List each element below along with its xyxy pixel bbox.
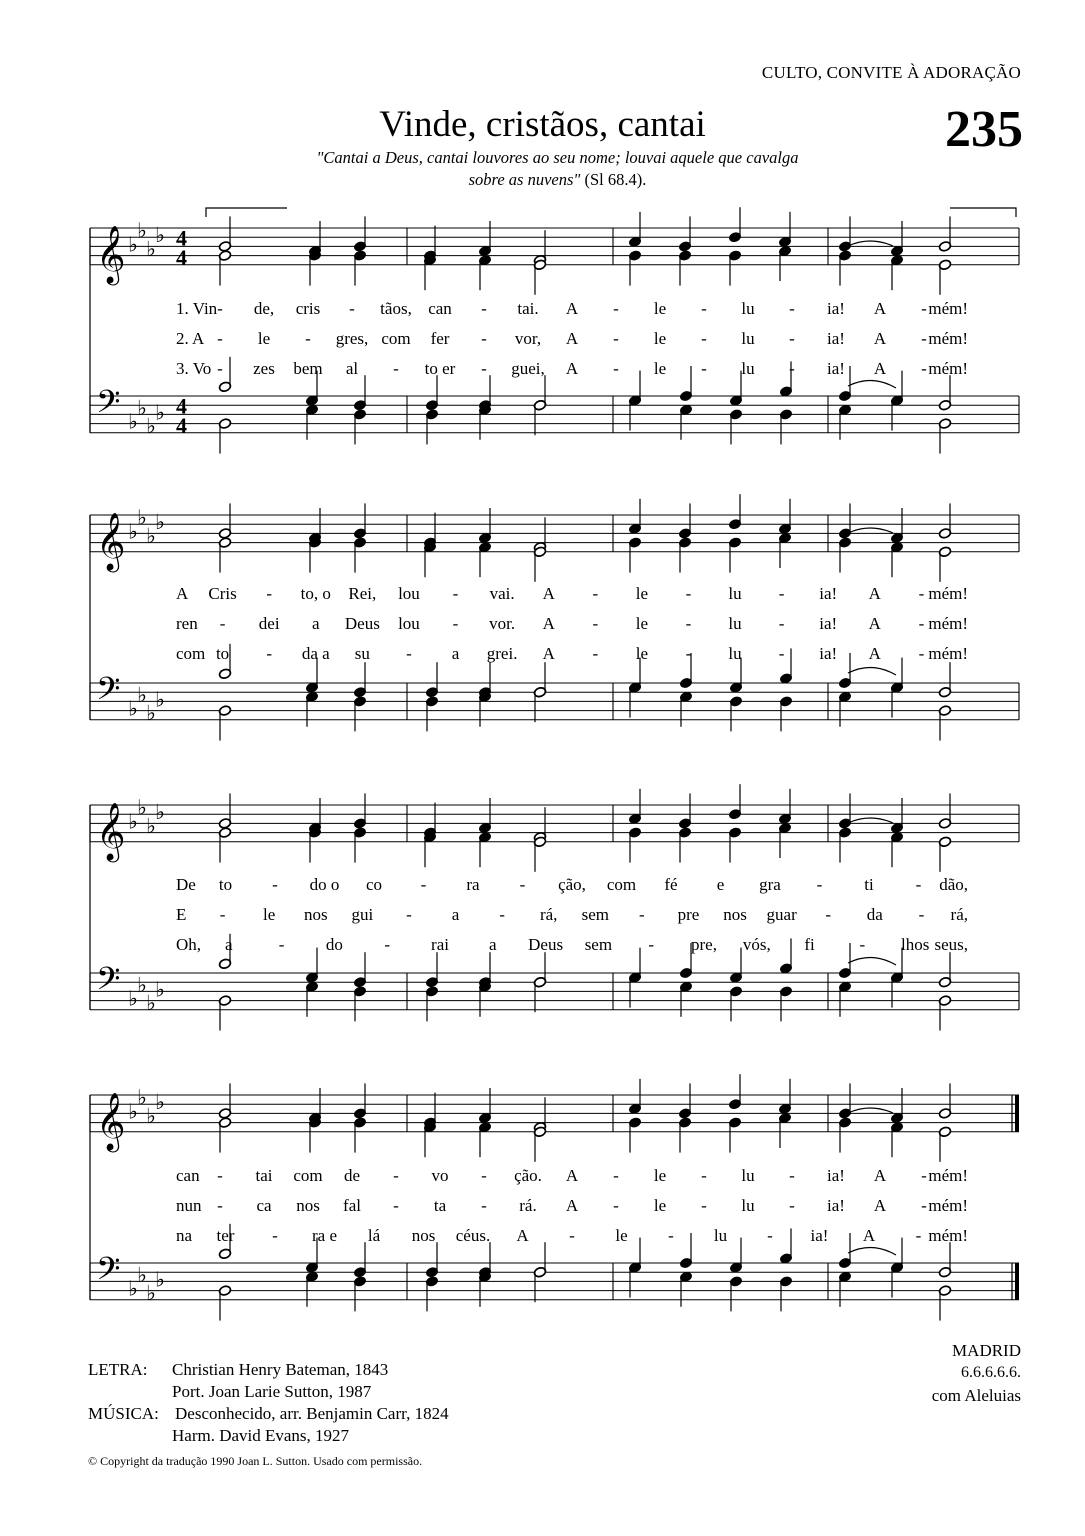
lyric-syllable: lhos	[901, 935, 930, 954]
flat-icon: ♭	[155, 687, 165, 712]
flat-icon: ♭	[155, 510, 165, 535]
lyric-syllable: -	[685, 644, 692, 663]
lyric-syllable: -	[393, 1196, 399, 1215]
flat-icon: ♭	[128, 809, 138, 834]
slur	[848, 667, 896, 675]
lyric-syllable: com	[293, 1166, 323, 1185]
flat-icon: ♭	[128, 232, 138, 257]
bass-clef-icon: 𝄢	[96, 1250, 121, 1295]
lyric-syllable: mém!	[928, 329, 968, 348]
lyric-syllable: cris	[295, 299, 321, 318]
time-signature-top: 4	[176, 393, 187, 419]
lyric-syllable: Cris	[208, 584, 237, 603]
lyric-syllable: na	[176, 1226, 193, 1245]
treble-clef-icon: 𝄞	[96, 511, 126, 570]
lyric-syllable: rá.	[519, 1196, 537, 1215]
lyric-syllable: a	[451, 644, 460, 663]
lyric-syllable: mém!	[928, 584, 968, 603]
lyric-syllable: le	[653, 359, 667, 378]
lyric-syllable: nos	[303, 905, 328, 924]
lyric-syllable: ia!	[827, 299, 845, 318]
flat-icon: ♭	[128, 409, 138, 434]
lyric-syllable: le	[635, 584, 649, 603]
lyric-syllable: A	[873, 299, 887, 318]
lyric-syllable: céus.	[455, 1226, 491, 1245]
lyric-syllable: mém!	[928, 299, 968, 318]
lyric-syllable: guei,	[511, 359, 545, 378]
lyric-syllable: le	[653, 1196, 667, 1215]
lyric-syllable: ia!	[810, 1226, 829, 1245]
lyric-syllable: De	[176, 875, 196, 894]
lyric-syllable: 1. Vin	[176, 299, 218, 318]
lyric-syllable: rai	[431, 935, 449, 954]
lyric-syllable: Rei,	[348, 584, 377, 603]
flat-icon: ♭	[137, 1262, 147, 1287]
lyric-syllable: -	[613, 329, 619, 348]
lyric-syllable: -	[701, 1166, 707, 1185]
hymn-title: Vinde, cristãos, cantai	[379, 104, 706, 145]
lyric-syllable: nos	[723, 905, 747, 924]
lyric-syllable: ção,	[558, 875, 586, 894]
lyric-syllable: -	[918, 584, 925, 603]
lyric-syllable: 2. A	[176, 329, 205, 348]
lyric-syllable: da a	[301, 644, 330, 663]
lyric-syllable: A	[565, 1166, 579, 1185]
time-signature-bottom: 4	[176, 412, 187, 438]
slur	[848, 528, 893, 533]
tune-note: com Aleluias	[931, 1386, 1021, 1405]
lyric-syllable: fer	[430, 329, 450, 348]
lyric-syllable: -	[639, 905, 645, 924]
lyric-syllable: to er	[424, 359, 456, 378]
lyric-syllable: -	[217, 1166, 223, 1185]
credit-letra-line-2: Port. Joan Larie Sutton, 1987	[172, 1382, 372, 1401]
lyric-syllable: -	[481, 359, 487, 378]
lyric-syllable: -	[648, 935, 655, 954]
lyric-syllable: -	[217, 359, 223, 378]
lyric-syllable: le	[653, 299, 667, 318]
lyric-syllable: ti	[864, 875, 874, 894]
lyric-syllable: -	[266, 644, 273, 663]
lyric-syllable: -	[921, 329, 927, 348]
lyric-syllable: -	[452, 584, 459, 603]
lyric-syllable: -	[778, 584, 785, 603]
lyric-syllable: seus,	[934, 935, 968, 954]
lyric-syllable: to	[218, 875, 233, 894]
lyric-syllable: A	[868, 644, 881, 663]
lyric-syllable: mém!	[928, 359, 968, 378]
lyric-syllable: -	[921, 1196, 927, 1215]
lyric-syllable: ia!	[827, 329, 845, 348]
lyric-syllable: le	[615, 1226, 628, 1245]
flat-icon: ♭	[155, 1267, 165, 1292]
lyric-syllable: ia!	[819, 614, 838, 633]
lyric-syllable: -	[789, 299, 795, 318]
lyric-syllable: bem	[293, 359, 323, 378]
lyric-syllable: -	[685, 584, 692, 603]
lyric-syllable: -	[789, 1166, 795, 1185]
treble-clef-icon: 𝄞	[96, 224, 126, 283]
lyric-syllable: mém!	[928, 644, 968, 663]
time-signature-top: 4	[176, 225, 187, 251]
lyric-syllable: A	[873, 359, 887, 378]
lyric-syllable: sem	[581, 905, 609, 924]
lyric-syllable: e	[716, 875, 725, 894]
lyric-syllable: -	[217, 299, 223, 318]
lyric-syllable: ia!	[819, 644, 838, 663]
lyric-syllable: Deus	[528, 935, 564, 954]
flat-icon: ♭	[146, 991, 156, 1016]
lyric-syllable: -	[305, 329, 311, 348]
lyric-syllable: -	[393, 359, 399, 378]
lyric-syllable: a	[451, 905, 460, 924]
lyric-syllable: ia!	[827, 1196, 845, 1215]
lyric-syllable: -	[592, 614, 599, 633]
flat-icon: ♭	[146, 814, 156, 838]
lyric-syllable: fé	[664, 875, 678, 894]
lyric-syllable: -	[592, 584, 599, 603]
lyric-syllable: A	[565, 329, 579, 348]
slur	[848, 1108, 893, 1113]
lyric-syllable: nos	[296, 1196, 320, 1215]
lyric-syllable: A	[565, 1196, 579, 1215]
flat-icon: ♭	[146, 1281, 156, 1306]
lyric-syllable: pre,	[691, 935, 717, 954]
lyric-syllable: -	[272, 875, 278, 894]
flat-icon: ♭	[128, 1099, 138, 1124]
lyric-syllable: tai.	[517, 299, 539, 318]
final-barline-thick	[1015, 1263, 1019, 1300]
lyric-syllable: -	[778, 614, 785, 633]
lyric-syllable: lu	[728, 614, 742, 633]
lyric-syllable: nun	[176, 1196, 202, 1215]
lyric-syllable: A	[873, 329, 887, 348]
lyric-syllable: A	[565, 359, 579, 378]
lyric-syllable: gui	[351, 905, 374, 924]
flat-icon: ♭	[155, 800, 165, 825]
lyric-syllable: -	[406, 644, 412, 663]
lyric-syllable: -	[393, 1166, 399, 1185]
lyric-syllable: A	[565, 299, 579, 318]
flat-icon: ♭	[146, 414, 156, 439]
repeat-bracket-left	[206, 208, 287, 217]
lyric-syllable: ia!	[819, 584, 838, 603]
lyric-syllable: can	[428, 299, 452, 318]
bass-clef-icon: 𝄢	[96, 383, 121, 428]
lyric-syllable: -	[217, 329, 223, 348]
lyric-syllable: -	[825, 905, 832, 924]
flat-icon: ♭	[146, 524, 156, 548]
lyric-syllable: -	[859, 935, 866, 954]
lyric-syllable: do	[325, 935, 343, 954]
lyric-syllable: lu	[741, 359, 755, 378]
lyric-syllable: -	[918, 644, 925, 663]
lyric-syllable: ta	[433, 1196, 447, 1215]
lyric-syllable: -	[278, 935, 285, 954]
lyric-syllable: rá,	[950, 905, 968, 924]
lyric-syllable: A	[176, 584, 189, 603]
lyric-syllable: -	[778, 644, 785, 663]
credit-letra-label: LETRA:	[88, 1360, 148, 1379]
lyric-syllable: sem	[584, 935, 613, 954]
lyric-syllable: -	[789, 329, 795, 348]
lyric-syllable: to	[215, 644, 230, 663]
copyright-notice: © Copyright da tradução 1990 Joan L. Sutton. Usado com permissão.	[88, 1454, 423, 1468]
lyric-syllable: le	[635, 614, 649, 633]
lyric-syllable: fal	[343, 1196, 361, 1215]
flat-icon: ♭	[146, 237, 156, 261]
lyric-syllable: -	[918, 614, 925, 633]
lyric-syllable: A	[542, 584, 555, 603]
lyric-syllable: tãos,	[380, 299, 412, 318]
lyric-syllable: mém!	[928, 1196, 968, 1215]
lyric-syllable: -	[481, 329, 487, 348]
repeat-bracket-right	[950, 208, 1016, 217]
lyric-syllable: mém!	[928, 614, 968, 633]
lyric-syllable: can	[176, 1166, 200, 1185]
lyric-syllable: lu	[741, 1166, 755, 1185]
lyric-syllable: -	[767, 1226, 773, 1245]
lyric-syllable: -	[701, 1196, 707, 1215]
lyric-syllable: -	[701, 329, 707, 348]
lyric-syllable: ter	[216, 1226, 235, 1245]
lyric-syllable: -	[921, 1166, 927, 1185]
lyric-syllable: -	[685, 614, 692, 633]
lyric-syllable: -	[915, 1226, 922, 1245]
lyric-syllable: -	[519, 875, 526, 894]
lyric-syllable: nos	[411, 1226, 436, 1245]
lyric-syllable: 3. Vo	[176, 359, 212, 378]
lyric-syllable: dão,	[939, 875, 968, 894]
flat-icon: ♭	[155, 400, 165, 425]
lyric-syllable: ren	[176, 614, 198, 633]
epigraph-quote-end: sobre as nuvens"	[468, 170, 581, 189]
lyric-syllable: mém!	[928, 1166, 968, 1185]
flat-icon: ♭	[128, 1276, 138, 1301]
lyric-syllable: Deus	[344, 614, 380, 633]
lyric-syllable: su	[354, 644, 370, 663]
lyric-syllable: de	[343, 1166, 361, 1185]
lyric-syllable: dei	[258, 614, 280, 633]
lyric-syllable: -	[613, 299, 619, 318]
lyric-syllable: guar	[766, 905, 797, 924]
lyric-syllable: -	[668, 1226, 674, 1245]
lyric-syllable: -	[219, 614, 226, 633]
lyric-syllable: A	[542, 644, 555, 663]
lyric-syllable: -	[499, 905, 505, 924]
lyric-syllable: -	[613, 1196, 619, 1215]
flat-icon: ♭	[137, 218, 147, 243]
lyric-syllable: ia!	[827, 1166, 845, 1185]
lyric-syllable: A	[862, 1226, 876, 1245]
lyric-syllable: -	[816, 875, 823, 894]
slur	[848, 1247, 896, 1255]
lyric-syllable: to, o	[300, 584, 331, 603]
lyric-syllable: -	[266, 584, 273, 603]
tune-name: MADRID	[952, 1341, 1021, 1360]
lyric-syllable: da	[866, 905, 883, 924]
lyric-syllable: A	[868, 614, 881, 633]
lyric-syllable: com	[176, 644, 206, 663]
lyric-syllable: al	[345, 359, 359, 378]
lyric-syllable: -	[420, 875, 427, 894]
lyric-syllable: ia!	[827, 359, 845, 378]
treble-clef-icon: 𝄞	[96, 801, 126, 860]
lyric-syllable: -	[915, 875, 922, 894]
lyric-syllable: lu	[728, 584, 742, 603]
lyric-syllable: zes	[253, 359, 275, 378]
lyric-syllable: -	[592, 644, 599, 663]
lyric-syllable: lá	[367, 1226, 381, 1245]
lyric-syllable: -	[349, 299, 355, 318]
bass-clef-icon: 𝄢	[96, 670, 121, 715]
lyric-syllable: -	[921, 299, 927, 318]
lyric-syllable: -	[452, 614, 459, 633]
lyric-syllable: gra	[759, 875, 781, 894]
lyric-syllable: -	[481, 1166, 487, 1185]
lyric-syllable: A	[873, 1166, 887, 1185]
lyric-syllable: -	[789, 1196, 795, 1215]
flat-icon: ♭	[155, 977, 165, 1002]
lyric-syllable: A	[873, 1196, 887, 1215]
lyric-syllable: le	[653, 329, 667, 348]
hymn-number: 235	[945, 101, 1023, 158]
lyric-syllable: do o	[309, 875, 340, 894]
credit-musica-label: MÚSICA:	[88, 1404, 159, 1423]
flat-icon: ♭	[137, 795, 147, 820]
lyric-syllable: ção.	[514, 1166, 542, 1185]
lyric-syllable: -	[272, 1226, 278, 1245]
lyric-syllable: a	[311, 614, 320, 633]
lyric-syllable: -	[701, 299, 707, 318]
lyric-syllable: com	[606, 875, 637, 894]
flat-icon: ♭	[137, 1085, 147, 1110]
final-barline-thick	[1015, 1095, 1019, 1132]
flat-icon: ♭	[146, 701, 156, 726]
lyric-syllable: -	[219, 905, 226, 924]
lyric-syllable: -	[481, 1196, 487, 1215]
lyric-syllable: co	[365, 875, 383, 894]
slur	[848, 380, 896, 388]
lyric-syllable: lu	[741, 299, 755, 318]
lyric-syllable: lou	[398, 584, 420, 603]
flat-icon: ♭	[146, 1104, 156, 1128]
flat-icon: ♭	[128, 519, 138, 544]
section-heading: CULTO, CONVITE À ADORAÇÃO	[761, 63, 1021, 82]
lyric-syllable: gres,	[335, 329, 369, 348]
lyric-syllable: vo	[431, 1166, 449, 1185]
lyric-syllable: ca	[256, 1196, 272, 1215]
slur	[848, 818, 893, 823]
flat-icon: ♭	[137, 395, 147, 420]
lyric-syllable: -	[921, 359, 927, 378]
lyric-syllable: le	[635, 644, 649, 663]
slur	[848, 957, 896, 965]
lyric-syllable: fi	[804, 935, 815, 954]
lyric-syllable: com	[381, 329, 411, 348]
lyric-syllable: -	[613, 1166, 619, 1185]
lyric-syllable: a	[225, 935, 233, 954]
lyric-syllable: a	[489, 935, 497, 954]
lyric-syllable: ra	[466, 875, 480, 894]
lyric-syllable: -	[789, 359, 795, 378]
slur	[848, 241, 893, 246]
tune-meter: 6.6.6.6.6.	[961, 1364, 1021, 1381]
lyric-syllable: ra e	[311, 1226, 338, 1245]
lyric-syllable: le	[653, 1166, 667, 1185]
epigraph-line-1: "Cantai a Deus, cantai louvores ao seu nome; louvai aquele que cavalga	[316, 148, 799, 167]
lyric-syllable: lou	[398, 614, 420, 633]
lyric-syllable: A	[542, 614, 555, 633]
lyric-syllable: A	[868, 584, 881, 603]
lyric-syllable: le	[257, 329, 271, 348]
lyric-syllable: Oh,	[176, 935, 202, 954]
flat-icon: ♭	[155, 1090, 165, 1115]
lyric-syllable: lu	[741, 1196, 755, 1215]
lyric-syllable: -	[701, 359, 707, 378]
lyric-syllable: grei.	[486, 644, 518, 663]
credit-musica-line-2: Harm. David Evans, 1927	[172, 1426, 350, 1445]
lyric-syllable: vor.	[489, 614, 516, 633]
treble-clef-icon: 𝄞	[96, 1091, 126, 1150]
lyric-syllable: -	[217, 1196, 223, 1215]
lyric-syllable: rá,	[539, 905, 558, 924]
lyric-syllable: vai.	[489, 584, 515, 603]
lyric-syllable: -	[384, 935, 391, 954]
lyric-syllable: tai	[255, 1166, 273, 1185]
flat-icon: ♭	[128, 986, 138, 1011]
time-signature-bottom: 4	[176, 244, 187, 270]
epigraph-reference: (Sl 68.4).	[580, 170, 647, 189]
lyric-syllable: lu	[728, 644, 742, 663]
lyric-syllable: -	[918, 905, 925, 924]
lyric-syllable: le	[263, 905, 276, 924]
credit-letra-line-1: Christian Henry Bateman, 1843	[172, 1360, 389, 1379]
lyric-syllable: -	[406, 905, 412, 924]
lyric-syllable: -	[613, 359, 619, 378]
flat-icon: ♭	[137, 972, 147, 997]
lyric-syllable: A	[516, 1226, 529, 1245]
bass-clef-icon: 𝄢	[96, 960, 121, 1005]
lyric-syllable: lu	[741, 329, 755, 348]
flat-icon: ♭	[128, 696, 138, 721]
lyric-syllable: vós,	[742, 935, 771, 954]
credit-musica-line-1: Desconhecido, arr. Benjamin Carr, 1824	[175, 1404, 449, 1423]
flat-icon: ♭	[137, 505, 147, 530]
lyric-syllable: lu	[713, 1226, 728, 1245]
flat-icon: ♭	[155, 223, 165, 248]
lyric-syllable: vor,	[514, 329, 542, 348]
flat-icon: ♭	[137, 682, 147, 707]
lyric-syllable: pre	[677, 905, 700, 924]
lyric-syllable: -	[481, 299, 487, 318]
lyric-syllable: -	[569, 1226, 575, 1245]
lyric-syllable: de,	[253, 299, 275, 318]
lyric-syllable: E	[176, 905, 187, 924]
lyric-syllable: mém!	[928, 1226, 968, 1245]
